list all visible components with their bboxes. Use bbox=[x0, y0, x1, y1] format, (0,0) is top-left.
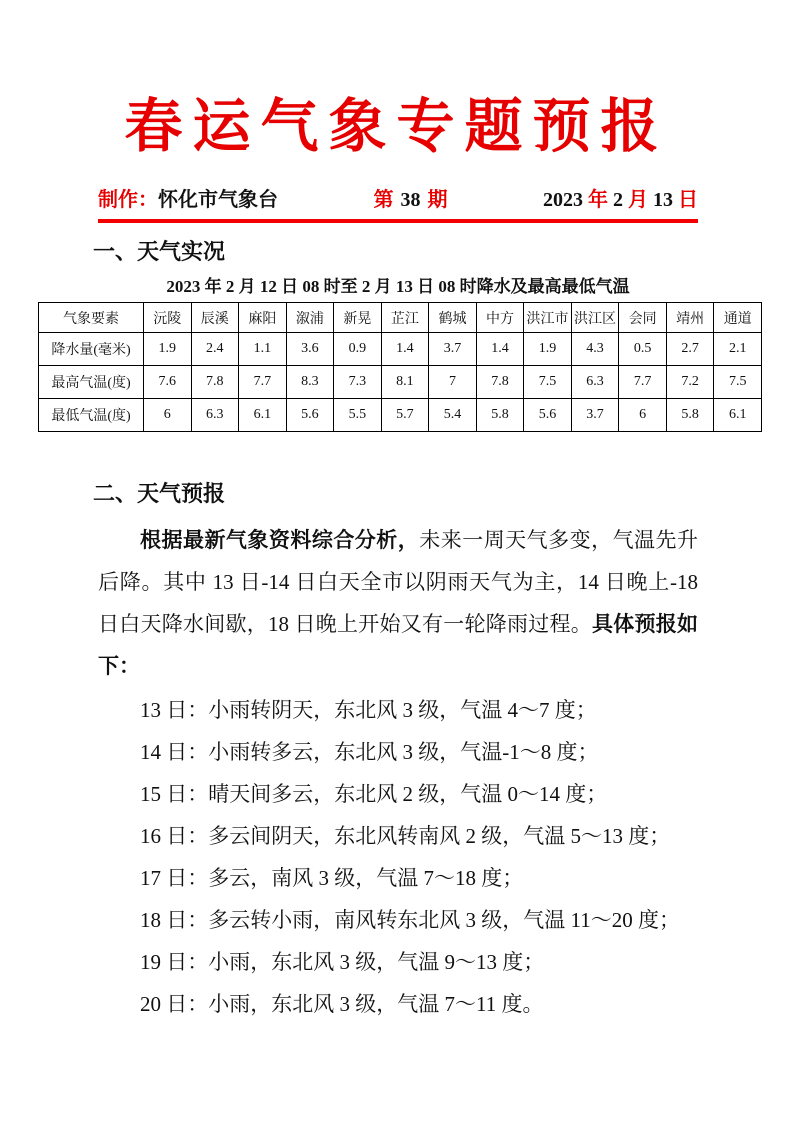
table-cell: 8.3 bbox=[286, 366, 334, 399]
table-cell: 3.7 bbox=[429, 333, 477, 366]
forecast-line: 16 日：多云间阴天，东北风转南风 2 级，气温 5～13 度； bbox=[140, 824, 671, 849]
table-header-cell: 中方 bbox=[476, 303, 524, 333]
table-cell: 2.1 bbox=[714, 333, 762, 366]
content-column bbox=[51, 186, 752, 1025]
section-2-heading: 二、天气预报 bbox=[93, 481, 226, 507]
table-row-label: 最高气温(度) bbox=[39, 366, 144, 399]
issue-number bbox=[374, 186, 448, 214]
table-header-cell: 鹤城 bbox=[429, 303, 477, 333]
forecast-list bbox=[98, 689, 698, 1025]
table-cell: 7.3 bbox=[334, 366, 382, 399]
table-cell: 7.8 bbox=[476, 366, 524, 399]
table-title: 2023 年 2 月 12 日 08 时至 2 月 13 日 08 时降水及最高最低气温 bbox=[166, 277, 630, 297]
section-1-heading: 一、天气实况 bbox=[93, 239, 226, 265]
table-cell: 6.3 bbox=[571, 366, 619, 399]
header-divider bbox=[98, 219, 698, 223]
table-cell: 6 bbox=[144, 399, 192, 432]
table-cell: 7.6 bbox=[144, 366, 192, 399]
table-row-label: 最低气温(度) bbox=[39, 399, 144, 432]
table-header-cell: 芷江 bbox=[381, 303, 429, 333]
producer bbox=[98, 186, 278, 214]
table-cell: 6.1 bbox=[239, 399, 287, 432]
table-cell: 5.8 bbox=[476, 399, 524, 432]
date-month: 2 bbox=[613, 189, 623, 212]
table-row bbox=[39, 366, 762, 399]
table-cell: 5.7 bbox=[381, 399, 429, 432]
table-header-cell-label: 气象要素 bbox=[39, 303, 144, 333]
table-cell: 5.6 bbox=[524, 399, 572, 432]
table-cell: 5.8 bbox=[666, 399, 714, 432]
table-cell: 5.4 bbox=[429, 399, 477, 432]
table-header-cell: 辰溪 bbox=[191, 303, 239, 333]
forecast-line: 17 日：多云，南风 3 级，气温 7～18 度； bbox=[140, 866, 524, 891]
table-cell: 1.9 bbox=[144, 333, 192, 366]
table-cell: 7.2 bbox=[666, 366, 714, 399]
table-body bbox=[39, 333, 762, 432]
date-day-unit: 日 bbox=[678, 189, 698, 212]
table-cell: 8.1 bbox=[381, 366, 429, 399]
forecast-line: 18 日：多云转小雨，南风转东北风 3 级，气温 11～20 度； bbox=[140, 908, 680, 933]
date-year: 2023 bbox=[543, 189, 583, 212]
meta-row bbox=[98, 186, 698, 214]
table-cell: 2.7 bbox=[666, 333, 714, 366]
table-cell: 2.4 bbox=[191, 333, 239, 366]
table-cell: 3.6 bbox=[286, 333, 334, 366]
table-header-cell: 新晃 bbox=[334, 303, 382, 333]
weather-table bbox=[38, 302, 762, 432]
table-header-cell: 洪江区 bbox=[571, 303, 619, 333]
date-year-unit: 年 bbox=[588, 189, 608, 212]
table-cell: 3.7 bbox=[571, 399, 619, 432]
table-cell: 7.5 bbox=[524, 366, 572, 399]
issue-suffix: 期 bbox=[427, 189, 448, 212]
table-cell: 7 bbox=[429, 366, 477, 399]
table-header-cell: 会同 bbox=[619, 303, 667, 333]
table-cell: 7.7 bbox=[619, 366, 667, 399]
table-cell: 1.4 bbox=[476, 333, 524, 366]
table-row bbox=[39, 399, 762, 432]
table-cell: 1.1 bbox=[239, 333, 287, 366]
issue-value: 38 bbox=[400, 189, 421, 212]
date-month-unit: 月 bbox=[628, 189, 648, 212]
table-cell: 6.3 bbox=[191, 399, 239, 432]
table-cell: 1.9 bbox=[524, 333, 572, 366]
table-header-row bbox=[39, 303, 762, 333]
table-header-cell: 溆浦 bbox=[286, 303, 334, 333]
table-header-cell: 麻阳 bbox=[239, 303, 287, 333]
forecast-line: 14 日：小雨转多云，东北风 3 级，气温-1～8 度； bbox=[140, 740, 599, 765]
table-cell: 7.8 bbox=[191, 366, 239, 399]
table-row-label: 降水量(毫米) bbox=[39, 333, 144, 366]
table-header-cell: 洪江市 bbox=[524, 303, 572, 333]
table-header-cell: 沅陵 bbox=[144, 303, 192, 333]
producer-value: 怀化市气象台 bbox=[158, 189, 278, 212]
forecast-line: 19 日：小雨，东北风 3 级，气温 9～13 度； bbox=[140, 950, 545, 975]
weather-table-wrap bbox=[38, 302, 762, 432]
table-row bbox=[39, 333, 762, 366]
table-cell: 7.5 bbox=[714, 366, 762, 399]
page-title: 春运气象专题预报 bbox=[124, 92, 669, 160]
table-cell: 0.9 bbox=[334, 333, 382, 366]
forecast-line: 13 日：小雨转阴天，东北风 3 级，气温 4～7 度； bbox=[140, 698, 597, 723]
table-cell: 4.3 bbox=[571, 333, 619, 366]
table-cell: 6 bbox=[619, 399, 667, 432]
forecast-summary-paragraph bbox=[98, 519, 698, 687]
table-cell: 1.4 bbox=[381, 333, 429, 366]
table-header-cell: 通道 bbox=[714, 303, 762, 333]
issue-date bbox=[543, 186, 698, 214]
table-cell: 6.1 bbox=[714, 399, 762, 432]
producer-label: 制作： bbox=[98, 189, 158, 212]
issue-prefix: 第 bbox=[373, 189, 394, 212]
forecast-line: 15 日：晴天间多云，东北风 2 级，气温 0～14 度； bbox=[140, 782, 608, 807]
table-cell: 5.6 bbox=[286, 399, 334, 432]
table-header-cell: 靖州 bbox=[666, 303, 714, 333]
table-cell: 5.5 bbox=[334, 399, 382, 432]
forecast-line: 20 日：小雨，东北风 3 级，气温 7～11 度。 bbox=[140, 992, 544, 1017]
summary-body: 未来一周天气多变，气温先升后降。其中 13 日-14 日白天全市以阴雨天气为主，14 日晚上-18 日白天降水间歇，18 日晚上开始又有一轮降雨过程。 bbox=[98, 528, 699, 637]
summary-bold-lead: 根据最新气象资料综合分析， bbox=[140, 528, 420, 553]
summary-bold-tail: 具体预报如下： bbox=[98, 612, 698, 679]
table-cell: 0.5 bbox=[619, 333, 667, 366]
date-day: 13 bbox=[653, 189, 673, 212]
table-cell: 7.7 bbox=[239, 366, 287, 399]
